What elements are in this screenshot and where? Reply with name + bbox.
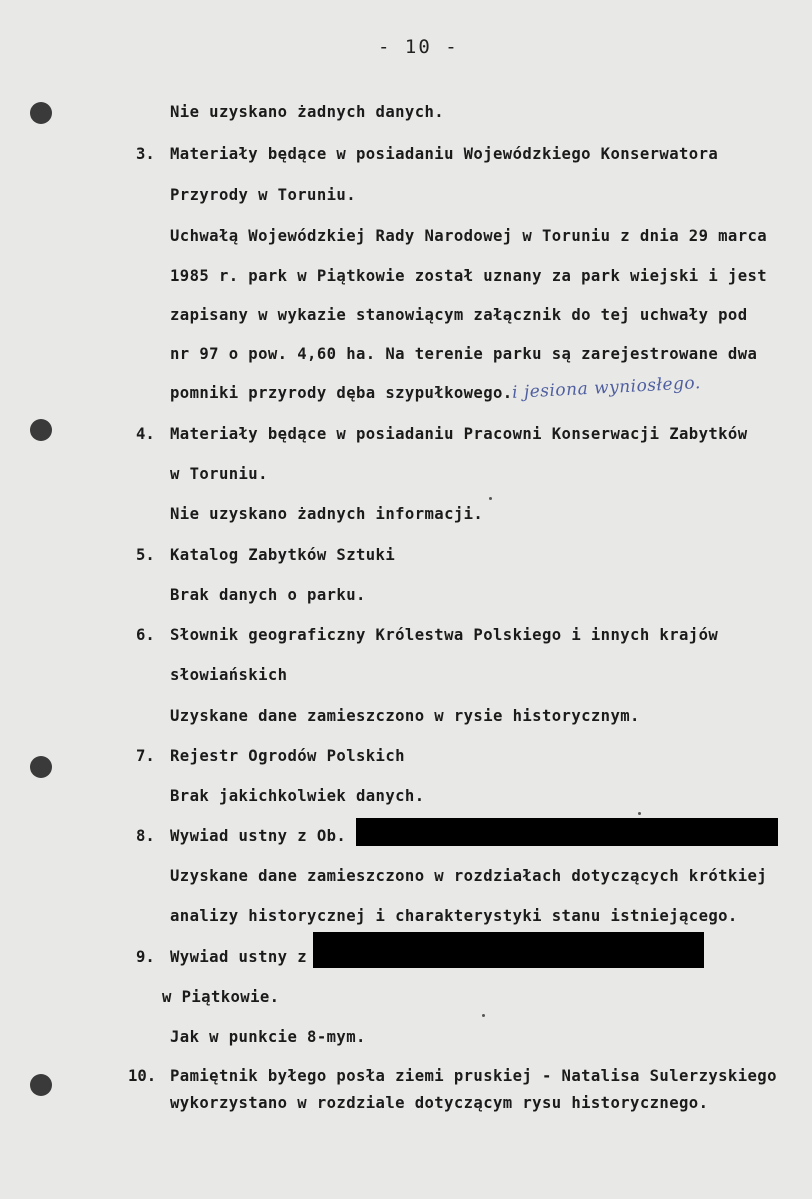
item-3-line-4: 1985 r. park w Piątkowie został uznany za park wiejski i jest — [170, 267, 768, 285]
speck — [482, 1014, 485, 1017]
item-6-line-3: Uzyskane dane zamieszczono w rysie historycznym. — [170, 707, 640, 725]
redaction-bar — [313, 932, 704, 968]
item-9-line-2: w Piątkowie. — [162, 988, 280, 1006]
item-6-line-1: Słownik geograficzny Królestwa Polskiego i innych krajów — [170, 626, 719, 644]
item-3-line-6: nr 97 o pow. 4,60 ha. Na terenie parku są zarejestrowane dwa — [170, 345, 758, 363]
item-3-line-2: Przyrody w Toruniu. — [170, 186, 356, 204]
page-number: - 10 - — [378, 36, 459, 58]
intro-line: Nie uzyskano żadnych danych. — [170, 103, 445, 121]
punch-hole — [30, 1074, 52, 1096]
punch-hole — [30, 419, 52, 441]
item-7-line-2: Brak jakichkolwiek danych. — [170, 787, 425, 805]
item-5-line-1: Katalog Zabytków Sztuki — [170, 546, 396, 564]
item-9-line-3: Jak w punkcie 8-mym. — [170, 1028, 366, 1046]
punch-hole — [30, 102, 52, 124]
item-8-line-3: analizy historycznej i charakterystyki stanu istniejącego. — [170, 907, 738, 925]
item-number: 4. — [136, 425, 155, 443]
item-4-line-3: Nie uzyskano żadnych informacji. — [170, 505, 484, 523]
item-7-line-1: Rejestr Ogrodów Polskich — [170, 747, 405, 765]
item-10-line-2: wykorzystano w rozdziale dotyczącym rysu historycznego. — [170, 1094, 709, 1112]
speck — [489, 497, 492, 500]
item-5-line-2: Brak danych o parku. — [170, 586, 366, 604]
item-6-line-2: słowiańskich — [170, 666, 288, 684]
item-3-line-7: pomniki przyrody dęba szypułkowego. — [170, 384, 513, 402]
handwritten-note: i jesiona wyniosłego. — [511, 373, 702, 403]
item-3-line-1: Materiały będące w posiadaniu Wojewódzkiego Konserwatora — [170, 145, 719, 163]
item-number: 7. — [136, 747, 155, 765]
item-number: 3. — [136, 145, 155, 163]
item-4-line-2: w Toruniu. — [170, 465, 268, 483]
item-8-line-2: Uzyskane dane zamieszczono w rozdziałach dotyczących krótkiej — [170, 867, 768, 885]
redaction-bar — [356, 818, 778, 846]
item-9-line-1: Wywiad ustny z — [170, 948, 308, 966]
item-number: 10. — [128, 1067, 157, 1085]
item-3-line-3: Uchwałą Wojewódzkiej Rady Narodowej w Toruniu z dnia 29 marca — [170, 227, 768, 245]
item-10-line-1: Pamiętnik byłego posła ziemi pruskiej - Natalisa Sulerzyskiego — [170, 1067, 777, 1085]
speck — [638, 812, 641, 815]
item-number: 8. — [136, 827, 155, 845]
item-number: 9. — [136, 948, 155, 966]
item-number: 6. — [136, 626, 155, 644]
item-number: 5. — [136, 546, 155, 564]
punch-hole — [30, 756, 52, 778]
item-3-line-5: zapisany w wykazie stanowiącym załącznik do tej uchwały pod — [170, 306, 748, 324]
item-4-line-1: Materiały będące w posiadaniu Pracowni Konserwacji Zabytków — [170, 425, 748, 443]
item-8-line-1: Wywiad ustny z Ob. — [170, 827, 347, 845]
